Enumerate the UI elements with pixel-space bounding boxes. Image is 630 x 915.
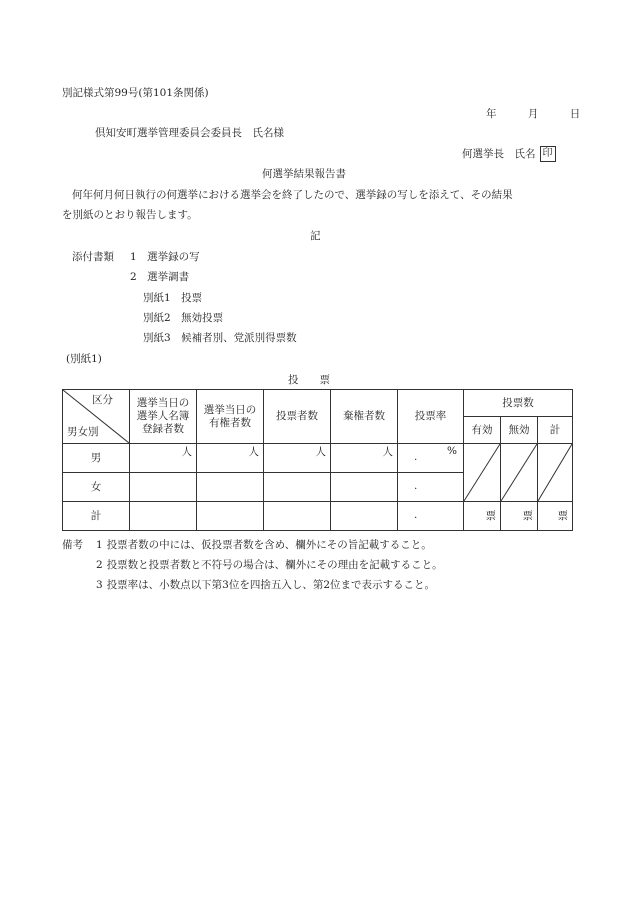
note-number: 2 <box>96 559 103 571</box>
cell-total-yuko <box>464 502 501 531</box>
table-title: 投 票 <box>288 374 330 386</box>
header-ritsu: 投票率 <box>398 390 464 444</box>
attachment-sub-2: 別紙2 無効投票 <box>143 312 224 324</box>
row-label-total: 計 <box>63 502 130 531</box>
sender-title: 何選挙長 氏名 <box>462 148 536 160</box>
header-yuken: 選挙当日の有権者数 <box>197 390 264 444</box>
ki-label: 記 <box>310 230 321 242</box>
cell-male-ritsu <box>398 444 464 473</box>
cell-slash-muko <box>501 444 538 502</box>
cell-female-meibo <box>130 473 197 502</box>
header-kiken: 棄権者数 <box>331 390 398 444</box>
date-day: 日 <box>569 108 581 120</box>
cell-slash-kei <box>538 444 573 502</box>
decimal-dot: . <box>414 451 418 463</box>
header-meibo: 選挙当日の選挙人名簿登録者数 <box>130 390 197 444</box>
attachment-sub-3: 別紙3 候補者別、党派別得票数 <box>143 332 297 344</box>
note-3-text: 投票率は、小数点以下第3位を四捨五入し、第2位まで表示すること。 <box>106 579 436 591</box>
unit-percent: % <box>447 445 457 457</box>
header-tohyosha: 投票者数 <box>264 390 331 444</box>
cell-male-kiken <box>331 444 398 473</box>
cell-total-meibo <box>130 502 197 531</box>
appendix-label: (別紙1) <box>66 353 102 365</box>
attachment-item-2: 2 選挙調書 <box>130 271 190 283</box>
cell-total-muko <box>501 502 538 531</box>
cell-total-kiken <box>331 502 398 531</box>
note-1 <box>96 538 432 552</box>
note-2-text: 投票数と投票者数と不符号の場合は、欄外にその理由を記載すること。 <box>106 559 443 571</box>
table-row-male <box>63 444 573 473</box>
table-row-total <box>63 502 573 531</box>
date-month: 月 <box>527 108 539 120</box>
decimal-dot: . <box>414 509 418 521</box>
note-2 <box>96 558 443 572</box>
unit-vote: 票 <box>557 510 569 522</box>
unit-person: 人 <box>248 446 259 458</box>
cell-male-yuken <box>197 444 264 473</box>
cell-female-kiken <box>331 473 398 502</box>
addressee: 倶知安町選挙管理委員会委員長 氏名様 <box>95 127 284 139</box>
unit-vote: 票 <box>485 510 496 522</box>
notes-label: 備考 <box>62 539 83 551</box>
row-label-male: 男 <box>63 444 130 473</box>
header-tohyosu: 投票数 <box>464 390 573 417</box>
note-number: 3 <box>96 579 103 591</box>
cell-total-kei <box>538 502 573 531</box>
decimal-dot: . <box>414 480 418 492</box>
cell-male-meibo <box>130 444 197 473</box>
doc-title: 何選挙結果報告書 <box>262 168 346 180</box>
vote-table <box>62 389 573 531</box>
form-label: 別記様式第99号(第101条関係) <box>62 87 209 99</box>
header-danjo: 男女別 <box>67 426 99 438</box>
cell-female-tohyosha <box>264 473 331 502</box>
unit-person: 人 <box>315 446 326 458</box>
cell-total-yuken <box>197 502 264 531</box>
unit-vote: 票 <box>522 510 533 522</box>
header-kei: 計 <box>538 417 573 444</box>
attachment-sub-1: 別紙1 投票 <box>143 292 203 304</box>
cell-total-tohyosha <box>264 502 331 531</box>
cell-female-yuken <box>197 473 264 502</box>
unit-person: 人 <box>382 446 393 458</box>
note-3 <box>96 578 435 592</box>
row-label-female: 女 <box>63 473 130 502</box>
cell-slash-yuko <box>464 444 501 502</box>
date-year: 年 <box>486 108 497 120</box>
unit-person: 人 <box>181 446 192 458</box>
cell-male-tohyosha <box>264 444 331 473</box>
header-muko: 無効 <box>501 417 538 444</box>
body-line-2: を別紙のとおり報告します。 <box>62 209 198 221</box>
attachment-item-1: 1 選挙録の写 <box>130 251 200 263</box>
header-yuko: 有効 <box>464 417 501 444</box>
cell-total-ritsu <box>398 502 464 531</box>
date-line <box>486 107 580 121</box>
note-1-text: 投票者数の中には、仮投票者数を含め、欄外にその旨記載すること。 <box>106 539 432 551</box>
body-line-1: 何年何月何日執行の何選挙における選挙会を終了したので、選挙録の写しを添えて、その結果 <box>72 189 513 201</box>
cell-female-ritsu <box>398 473 464 502</box>
header-kubun-danjo-cell <box>63 390 130 444</box>
seal-mark: 印 <box>540 146 556 162</box>
attachments-label: 添付書類 <box>72 251 114 263</box>
note-number: 1 <box>96 539 103 551</box>
header-kubun: 区分 <box>92 394 113 406</box>
sender-line <box>462 146 556 162</box>
